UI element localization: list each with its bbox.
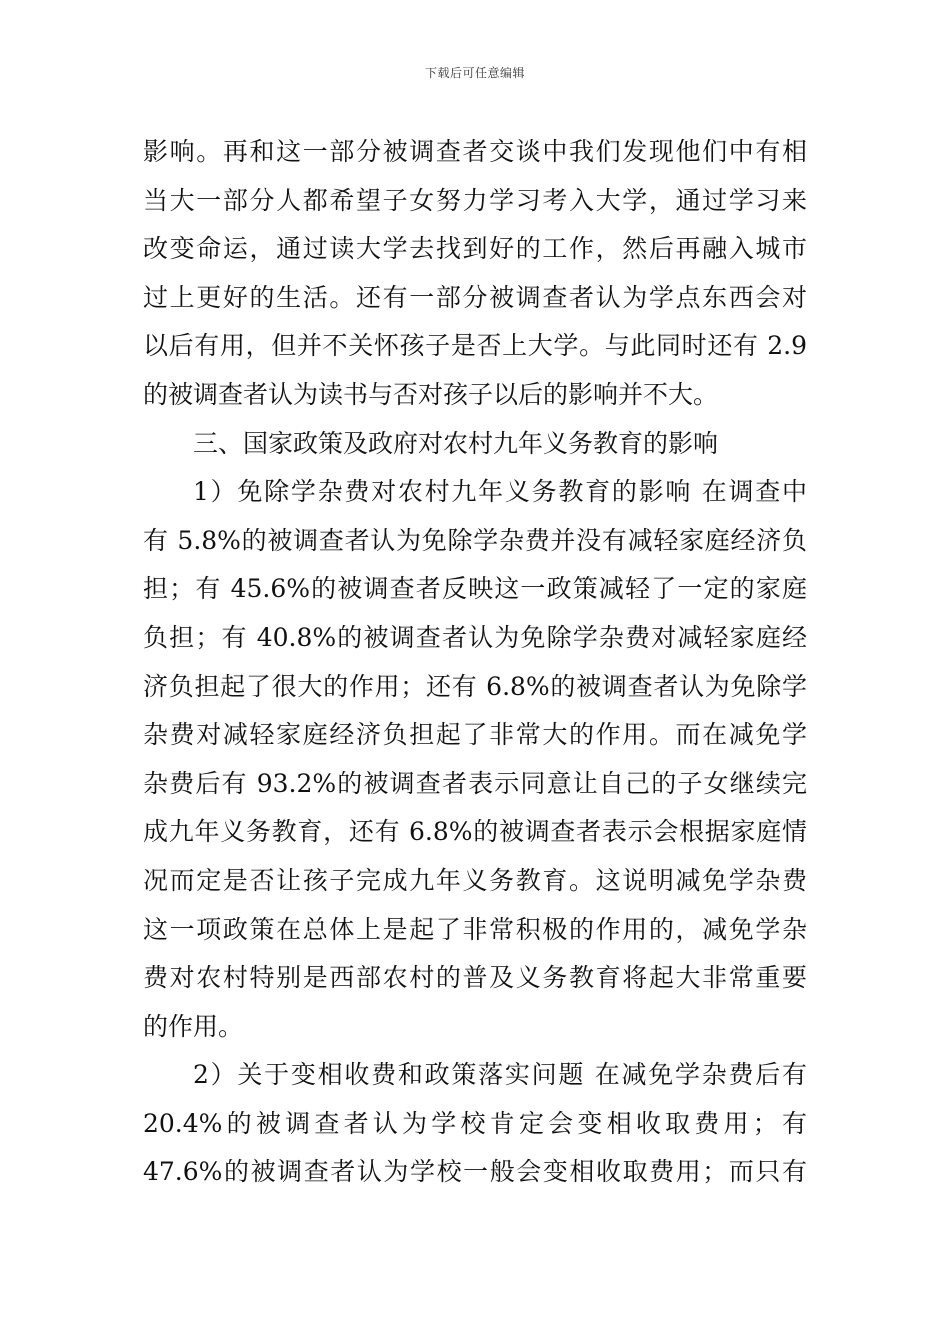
paragraph-1 [143,128,807,420]
text-line: 杂费对减轻家庭经济负担起了非常大的作用。而在减免学 [143,720,807,750]
paragraph-2 [143,468,807,1051]
text-line: 的被调查者认为读书与否对孩子以后的影响并不大。 [143,379,719,409]
text-line: 杂费后有 93.2%的被调查者表示同意让自己的子女继续完 [143,768,807,798]
section-heading: 三、国家政策及政府对农村九年义务教育的影响 [193,428,719,458]
text-line: 47.6%的被调查者认为学校一般会变相收取费用；而只有 [143,1157,807,1187]
text-line: 费对农村特别是西部农村的普及义务教育将起大非常重要 [143,963,807,993]
text-line: 成九年义务教育，还有 6.8%的被调查者表示会根据家庭情 [143,817,807,847]
text-line: 当大一部分人都希望子女努力学习考入大学，通过学习来 [143,185,807,215]
text-line: 20.4%的被调查者认为学校肯定会变相收取费用；有 [143,1108,807,1138]
document-body [143,128,807,1197]
text-line: 况而定是否让孩子完成九年义务教育。这说明减免学杂费 [143,865,807,895]
text-line: 的作用。 [143,1011,244,1041]
paragraph-3 [143,1051,807,1197]
text-line: 以后有用，但并不关怀孩子是否上大学。与此同时还有 2.9 [143,331,807,361]
text-line: 1）免除学杂费对农村九年义务教育的影响 在调查中 [193,477,807,507]
text-line: 过上更好的生活。还有一部分被调查者认为学点东西会对 [143,282,807,312]
text-line: 改变命运，通过读大学去找到好的工作，然后再融入城市 [143,234,807,264]
text-line: 济负担起了很大的作用；还有 6.8%的被调查者认为免除学 [143,671,807,701]
text-line: 2）关于变相收费和政策落实问题 在减免学杂费后有 [193,1060,807,1090]
text-line: 担；有 45.6%的被调查者反映这一政策减轻了一定的家庭 [143,574,807,604]
text-line: 有 5.8%的被调查者认为免除学杂费并没有减轻家庭经济负 [143,525,807,555]
text-line: 影响。再和这一部分被调查者交谈中我们发现他们中有相 [143,137,807,166]
text-line: 这一项政策在总体上是起了非常积极的作用的，减免学杂 [143,914,807,944]
page-header: 下载后可任意编辑 [424,66,525,80]
text-line: 负担；有 40.8%的被调查者认为免除学杂费对减轻家庭经 [143,622,807,652]
